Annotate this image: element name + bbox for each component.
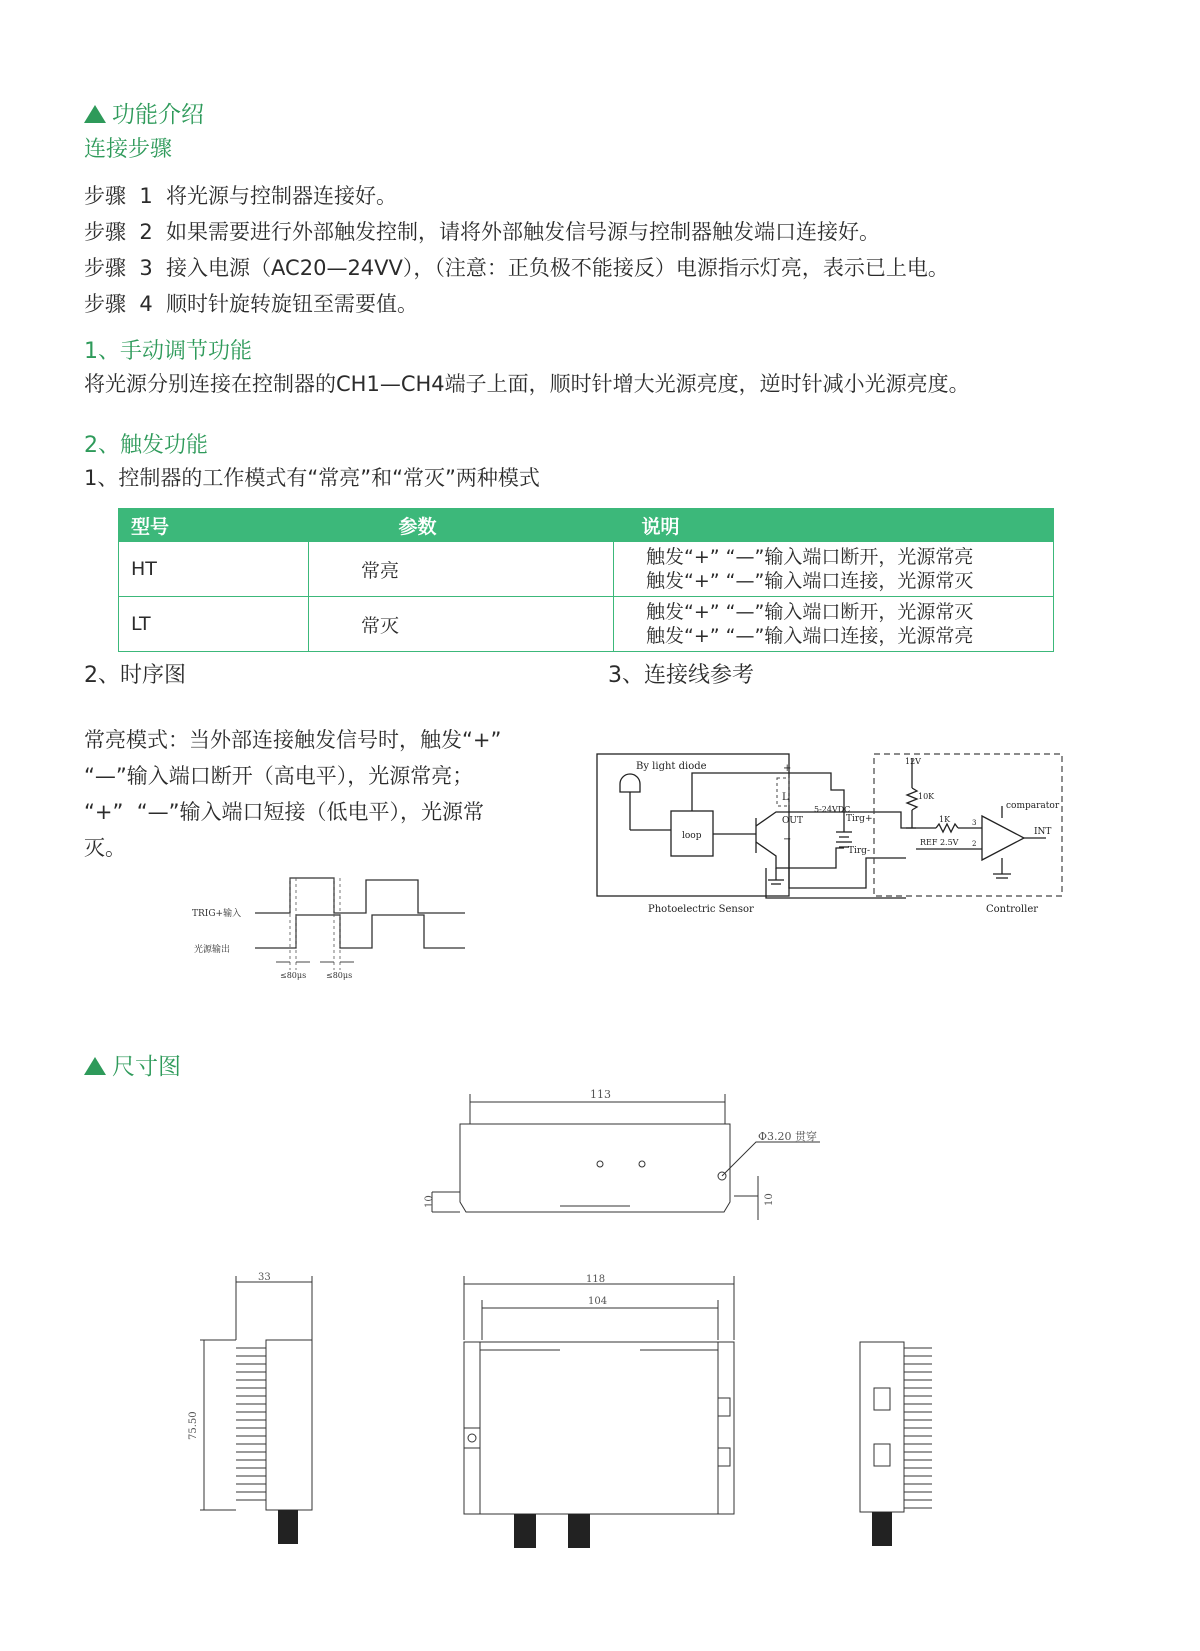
timing-text-line: “+” “—”输入端口短接（低电平），光源常 [84, 800, 484, 824]
plus-label: + [783, 763, 792, 774]
timing-text-line: 灭。 [84, 836, 126, 860]
manual-title: 1、手动调节功能 [84, 339, 252, 364]
dimensions-title: 尺寸图 [112, 1054, 181, 1080]
side-body [266, 1340, 312, 1510]
manual-text: 将光源分别连接在控制器的CH1—CH4端子上面，顺时针增大光源亮度，逆时针减小光源亮度。 [84, 372, 970, 396]
table-cell-param: 常灭 [309, 597, 614, 652]
step-item: 步骤 1 将光源与控制器连接好。 [84, 184, 398, 208]
front-width-inner-label: 104 [588, 1296, 608, 1307]
comparator-label: comparator [1006, 801, 1060, 811]
wiring-title: 3、连接线参考 [608, 663, 754, 688]
hole-icon [639, 1161, 645, 1167]
side-width-label: 33 [258, 1272, 271, 1283]
height-right-label: 10 [764, 1193, 775, 1206]
output-label: 光源输出 [194, 945, 231, 955]
side-right-body [860, 1342, 904, 1512]
table-header-row [119, 509, 1054, 542]
desc-line: 触发“+” “—”输入端口连接，光源常亮 [646, 625, 974, 647]
front-body [464, 1342, 734, 1514]
ref-label: REF 2.5V [920, 838, 959, 847]
heatsink-fins [904, 1348, 932, 1508]
l-label: L [782, 792, 789, 803]
table-cell-param: 常亮 [309, 542, 614, 597]
controller-box [874, 754, 1062, 896]
hole-icon [597, 1161, 603, 1167]
diode-icon [620, 774, 640, 792]
v12-label: 12V [905, 757, 921, 766]
connector-icon [568, 1514, 590, 1548]
timing-text-line: 常亮模式：当外部连接触发信号时，触发“+” [84, 728, 502, 752]
hole-label: Φ3.20 贯穿 [758, 1130, 818, 1143]
mode-table [118, 508, 1054, 652]
pin3-label: 3 [972, 819, 977, 827]
trigger-intro: 1、控制器的工作模式有“常亮”和“常灭”两种模式 [84, 466, 540, 490]
port-icon [874, 1444, 890, 1466]
desc-line: 触发“+” “—”输入端口断开，光源常灭 [646, 601, 974, 623]
timing-text [84, 722, 584, 866]
triangle-marker-icon [84, 1057, 106, 1075]
table-cell-desc [614, 542, 1054, 597]
table-cell-desc [614, 597, 1054, 652]
r1k-label: 1K [939, 815, 951, 824]
step-item: 步骤 2 如果需要进行外部触发控制，请将外部触发信号源与控制器触发端口连接好。 [84, 220, 881, 244]
desc-line: 触发“+” “—”输入端口连接，光源常灭 [646, 570, 974, 592]
side-height-label: 75.50 [188, 1411, 199, 1440]
trig-plus-label: Tirg+ [846, 814, 873, 824]
side-view-right [856, 1330, 956, 1550]
port-icon [874, 1388, 890, 1410]
top-view-body [460, 1124, 730, 1212]
connector-icon [278, 1510, 298, 1544]
int-label: INT [1034, 827, 1052, 837]
sensor-label: Photoelectric Sensor [648, 904, 754, 915]
timing-title: 2、时序图 [84, 663, 186, 688]
table-header-model: 型号 [119, 509, 309, 542]
step-item: 步骤 4 顺时针旋转旋钮至需要值。 [84, 292, 419, 316]
desc-line: 触发“+” “—”输入端口断开，光源常亮 [646, 546, 974, 568]
timing-diagram [180, 870, 480, 980]
section-intro-subtitle: 连接步骤 [84, 137, 173, 162]
step-item: 步骤 3 接入电源（AC20—24VV），（注意：正负极不能接反）电源指示灯亮，表示已上电。 [84, 256, 949, 280]
table-row [119, 542, 1054, 597]
diode-label: By light diode [636, 761, 707, 772]
heatsink-fins [236, 1348, 266, 1500]
delay-label-2: ≤80μs [326, 971, 353, 980]
top-view-drawing [420, 1084, 840, 1234]
trig-minus-label: Tirg- [848, 846, 870, 856]
vdc-label: 5-24VDC [814, 805, 851, 814]
table-cell-model: LT [119, 597, 309, 652]
table-header-desc: 说明 [614, 509, 1054, 542]
trig-label: TRIG+输入 [192, 909, 242, 919]
table-header-param: 参数 [309, 509, 614, 542]
height-left-label: 10 [424, 1195, 435, 1208]
r10k-label: 10K [918, 792, 935, 801]
section-intro-heading [84, 96, 204, 129]
comparator-symbol [982, 816, 1024, 860]
out-label: OUT [782, 816, 803, 826]
side-view-left [188, 1270, 346, 1570]
connector-icon [872, 1512, 892, 1546]
steps-list [84, 178, 949, 322]
dimensions-heading [84, 1048, 181, 1081]
output-waveform [255, 915, 465, 948]
loop-label: loop [682, 831, 702, 841]
trigger-title: 2、触发功能 [84, 433, 208, 458]
front-view [460, 1270, 760, 1570]
triangle-marker-icon [84, 105, 106, 123]
table-cell-model: HT [119, 542, 309, 597]
top-width-label: 113 [590, 1088, 611, 1101]
minus-label: − [783, 834, 792, 845]
delay-label-1: ≤80μs [280, 971, 307, 980]
section-intro-title: 功能介绍 [112, 102, 204, 128]
timing-text-line: “—”输入端口断开（高电平），光源常亮； [84, 764, 474, 788]
wiring-diagram [596, 748, 1096, 918]
table-row [119, 597, 1054, 652]
pin2-label: 2 [972, 840, 977, 848]
trig-waveform [255, 878, 465, 913]
connector-icon [514, 1514, 536, 1548]
front-width-outer-label: 118 [586, 1274, 606, 1285]
controller-label: Controller [986, 904, 1039, 915]
